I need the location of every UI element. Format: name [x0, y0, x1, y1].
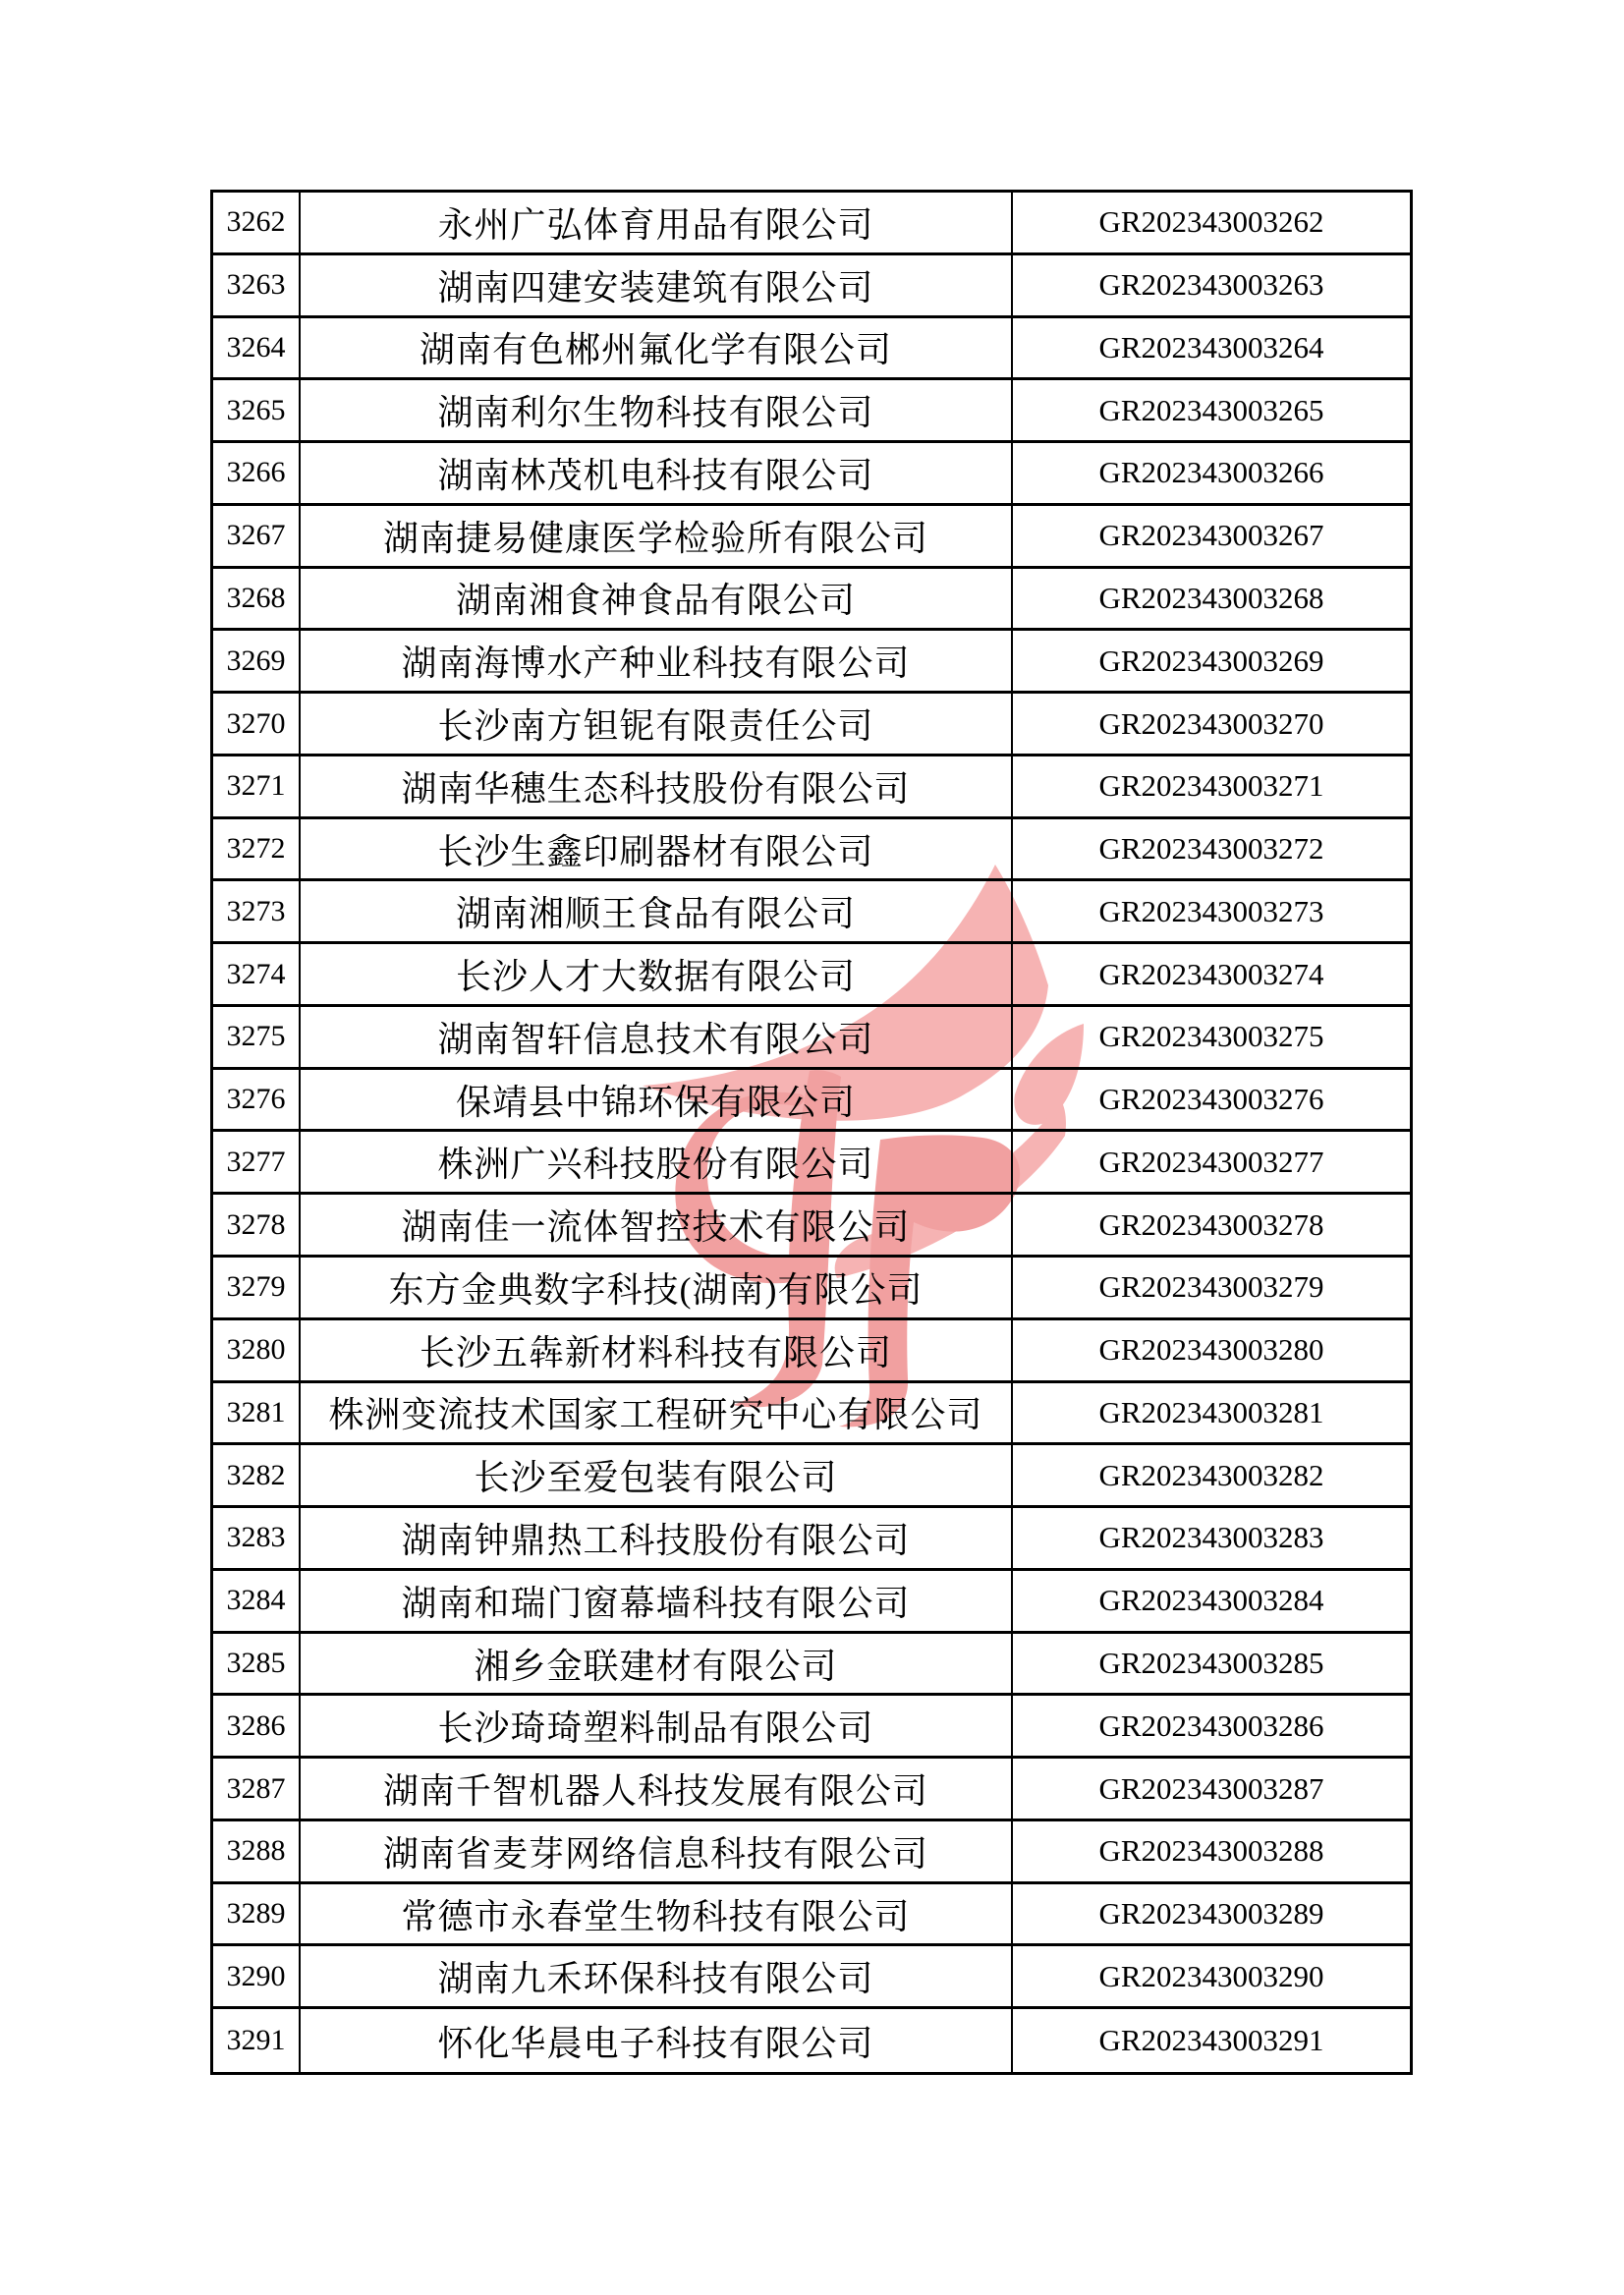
serial-number-cell: 3262 [213, 193, 301, 255]
certificate-number-cell: GR202343003277 [1013, 1132, 1410, 1195]
serial-number-cell: 3269 [213, 631, 301, 694]
certificate-number-cell: GR202343003273 [1013, 881, 1410, 944]
certificate-number-cell: GR202343003267 [1013, 506, 1410, 569]
company-name-cell: 湖南华穗生态科技股份有限公司 [301, 756, 1013, 819]
certificate-number-cell: GR202343003262 [1013, 193, 1410, 255]
serial-number-cell: 3272 [213, 819, 301, 882]
serial-number-cell: 3264 [213, 318, 301, 381]
company-name-cell: 湖南九禾环保科技有限公司 [301, 1946, 1013, 2009]
serial-number-cell: 3263 [213, 255, 301, 318]
company-name-cell: 长沙至爱包装有限公司 [301, 1445, 1013, 1508]
company-name-cell: 长沙人才大数据有限公司 [301, 944, 1013, 1007]
certificate-number-cell: GR202343003263 [1013, 255, 1410, 318]
serial-number-cell: 3270 [213, 694, 301, 756]
company-name-cell: 常德市永春堂生物科技有限公司 [301, 1884, 1013, 1947]
serial-number-cell: 3291 [213, 2009, 301, 2072]
serial-number-cell: 3266 [213, 443, 301, 506]
serial-number-cell: 3285 [213, 1634, 301, 1697]
company-name-cell: 株洲广兴科技股份有限公司 [301, 1132, 1013, 1195]
certificate-number-cell: GR202343003276 [1013, 1070, 1410, 1133]
company-name-cell: 长沙五犇新材料科技有限公司 [301, 1320, 1013, 1383]
serial-number-cell: 3279 [213, 1258, 301, 1320]
company-name-cell: 怀化华晨电子科技有限公司 [301, 2009, 1013, 2072]
certificate-number-cell: GR202343003268 [1013, 569, 1410, 632]
certificate-number-cell: GR202343003283 [1013, 1508, 1410, 1571]
certificate-number-cell: GR202343003264 [1013, 318, 1410, 381]
certificate-number-cell: GR202343003282 [1013, 1445, 1410, 1508]
company-registry-table [210, 190, 1413, 2075]
serial-number-cell: 3271 [213, 756, 301, 819]
certificate-number-cell: GR202343003284 [1013, 1571, 1410, 1634]
certificate-number-cell: GR202343003271 [1013, 756, 1410, 819]
company-name-cell: 湖南林茂机电科技有限公司 [301, 443, 1013, 506]
company-name-cell: 湖南四建安装建筑有限公司 [301, 255, 1013, 318]
serial-number-cell: 3281 [213, 1383, 301, 1446]
company-name-cell: 湖南和瑞门窗幕墙科技有限公司 [301, 1571, 1013, 1634]
serial-number-cell: 3288 [213, 1821, 301, 1884]
certificate-number-cell: GR202343003287 [1013, 1759, 1410, 1821]
serial-number-cell: 3278 [213, 1195, 301, 1258]
serial-number-cell: 3275 [213, 1007, 301, 1070]
company-name-cell: 湖南千智机器人科技发展有限公司 [301, 1759, 1013, 1821]
certificate-number-cell: GR202343003274 [1013, 944, 1410, 1007]
certificate-number-cell: GR202343003279 [1013, 1258, 1410, 1320]
company-name-cell: 湘乡金联建材有限公司 [301, 1634, 1013, 1697]
company-name-cell: 长沙南方钽铌有限责任公司 [301, 694, 1013, 756]
serial-number-cell: 3284 [213, 1571, 301, 1634]
company-name-cell: 湖南省麦芽网络信息科技有限公司 [301, 1821, 1013, 1884]
certificate-number-cell: GR202343003272 [1013, 819, 1410, 882]
serial-number-cell: 3276 [213, 1070, 301, 1133]
serial-number-cell: 3274 [213, 944, 301, 1007]
company-name-cell: 湖南有色郴州氟化学有限公司 [301, 318, 1013, 381]
certificate-number-cell: GR202343003275 [1013, 1007, 1410, 1070]
company-name-cell: 湖南湘顺王食品有限公司 [301, 881, 1013, 944]
certificate-number-cell: GR202343003289 [1013, 1884, 1410, 1947]
serial-number-cell: 3280 [213, 1320, 301, 1383]
company-name-cell: 湖南湘食神食品有限公司 [301, 569, 1013, 632]
certificate-number-cell: GR202343003269 [1013, 631, 1410, 694]
certificate-number-cell: GR202343003278 [1013, 1195, 1410, 1258]
serial-number-cell: 3286 [213, 1696, 301, 1759]
serial-number-cell: 3289 [213, 1884, 301, 1947]
certificate-number-cell: GR202343003270 [1013, 694, 1410, 756]
serial-number-cell: 3277 [213, 1132, 301, 1195]
company-name-cell: 湖南捷易健康医学检验所有限公司 [301, 506, 1013, 569]
certificate-number-cell: GR202343003291 [1098, 2023, 1324, 2058]
certificate-number-cell: GR202343003281 [1013, 1383, 1410, 1446]
certificate-number-cell: GR202343003290 [1013, 1946, 1410, 2009]
certificate-number-cell: GR202343003288 [1013, 1821, 1410, 1884]
certificate-number-cell: GR202343003266 [1013, 443, 1410, 506]
company-name-cell: 东方金典数字科技(湖南)有限公司 [301, 1258, 1013, 1320]
company-name-cell: 湖南钟鼎热工科技股份有限公司 [301, 1508, 1013, 1571]
certificate-number-cell: GR202343003280 [1013, 1320, 1410, 1383]
company-name-cell: 湖南海博水产种业科技有限公司 [301, 631, 1013, 694]
serial-number-cell: 3283 [213, 1508, 301, 1571]
serial-number-cell: 3282 [213, 1445, 301, 1508]
company-name-cell: 株洲变流技术国家工程研究中心有限公司 [301, 1383, 1013, 1446]
company-name-cell: 湖南利尔生物科技有限公司 [301, 380, 1013, 443]
company-name-cell: 湖南智轩信息技术有限公司 [301, 1007, 1013, 1070]
serial-number-cell: 3265 [213, 380, 301, 443]
company-name-cell: 保靖县中锦环保有限公司 [301, 1070, 1013, 1133]
certificate-number-cell: GR202343003286 [1013, 1696, 1410, 1759]
company-name-cell: 长沙生鑫印刷器材有限公司 [301, 819, 1013, 882]
serial-number-cell: 3268 [213, 569, 301, 632]
certificate-number-cell: GR202343003285 [1013, 1634, 1410, 1697]
certificate-number-cell: GR202343003265 [1013, 380, 1410, 443]
company-name-cell: 长沙琦琦塑料制品有限公司 [301, 1696, 1013, 1759]
serial-number-cell: 3273 [213, 881, 301, 944]
serial-number-cell: 3267 [213, 506, 301, 569]
serial-number-cell: 3290 [213, 1946, 301, 2009]
serial-number-cell: 3287 [213, 1759, 301, 1821]
company-name-cell: 永州广弘体育用品有限公司 [301, 193, 1013, 255]
company-name-cell: 湖南佳一流体智控技术有限公司 [301, 1195, 1013, 1258]
